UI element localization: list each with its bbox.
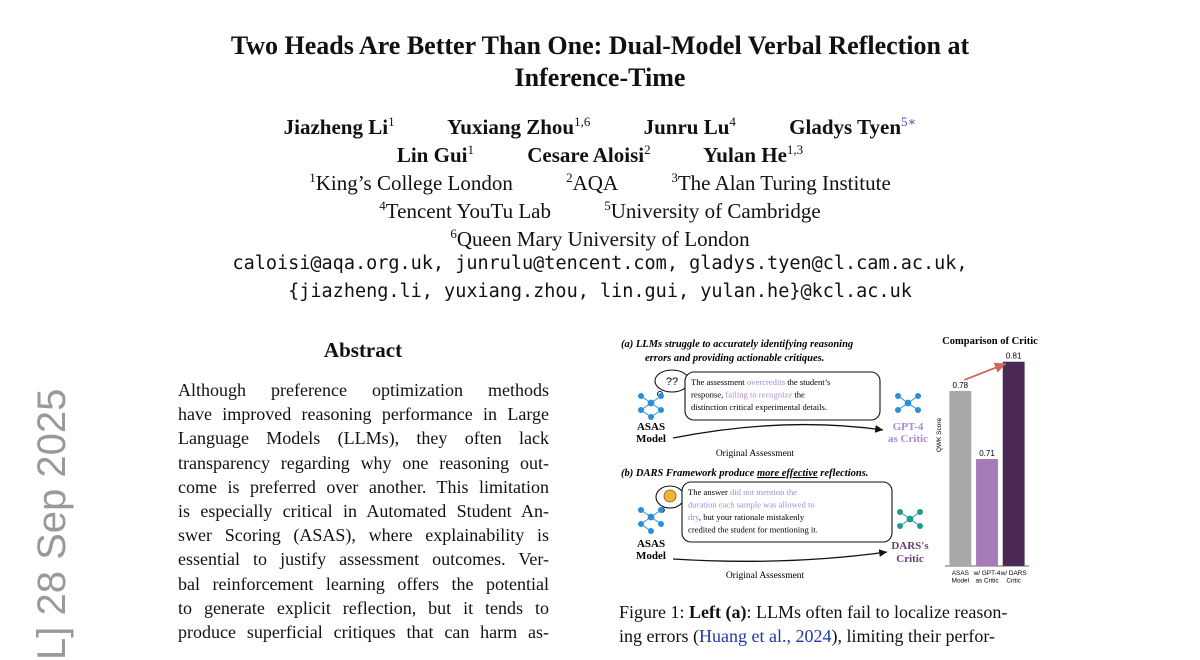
asas-model-b-label-2: Model: [636, 550, 666, 562]
author: Junru Lu$^4$: [643, 114, 736, 139]
gpt4-critic-label-1: GPT-4: [892, 421, 924, 433]
author: Yulan He$^{1,3}$: [703, 142, 804, 167]
abstract-line: produce superficial critiques that can harm as-: [178, 621, 549, 642]
bar-value-label: 0.81: [1005, 351, 1022, 361]
abstract-heading: Abstract: [323, 338, 403, 362]
affiliation: $^2$AQA: [566, 170, 619, 195]
panel-a-title-1: (a) LLMs struggle to accurately identifying reasoning: [621, 339, 854, 350]
abstract-line: have improved reasoning performance in Large: [178, 404, 549, 425]
figure-1: [615, 330, 1045, 588]
panel-a-title-2: errors and providing actionable critiques.: [645, 353, 825, 364]
improvement-arrow: [964, 364, 1005, 380]
abstract-line: is especially critical in Automated Student An-: [178, 500, 549, 521]
emails-line-2: {jiazheng.li, yuxiang.zhou, lin.gui, yulan.he}@kcl.ac.uk: [288, 281, 912, 302]
gpt4-critic-network-icon: [895, 393, 921, 413]
figure-caption: [619, 600, 1059, 648]
bubble-text-line: duration each sample was allowed to: [688, 499, 815, 510]
abstract-line: transparency regarding why one reasoning out-: [178, 452, 549, 473]
abstract-line: come is preferred over another. This limitation: [178, 476, 549, 497]
arxiv-side-text: L] 28 Sep 2025: [30, 388, 74, 660]
assessment-arrow-a: [673, 425, 883, 438]
original-assessment-a: Original Assessment: [715, 449, 795, 459]
affiliation: $^3$The Alan Turing Institute: [671, 170, 891, 195]
x-tick-label: Model: [951, 577, 970, 585]
caption-line-2: ing errors (Huang et al., 2024), limiting their perfor-: [619, 626, 996, 646]
bubble-text-line: distinction critical experimental details.: [691, 402, 828, 412]
x-tick-label: ASAS: [951, 570, 969, 577]
asas-model-a-label-1: ASAS: [636, 421, 666, 433]
abstract-line: Language Models (LLMs), they often lack: [178, 428, 549, 449]
affiliation: $^1$King’s College London: [309, 170, 513, 195]
bar-value-label: 0.78: [952, 380, 969, 390]
author: Yuxiang Zhou$^{1,6}$: [447, 114, 591, 139]
bubble-text-line: response, failing to recognize the: [691, 389, 805, 400]
chart-title: Comparison of Critic: [942, 336, 1038, 347]
caption-line-1: Figure 1: Left (a): LLMs often fail to localize reason-: [619, 602, 1008, 622]
gpt4-critic-label-2: as Critic: [887, 433, 929, 445]
author: Jiazheng Li$^1$: [283, 114, 395, 139]
y-axis-label: QWK Score: [936, 417, 943, 453]
x-tick-label: w/ DARS: [1000, 570, 1027, 577]
bubble-text-line: credited the student for mentioning it.: [688, 524, 818, 535]
abstract-line: to generate explicit reflection, but it tends to: [178, 597, 549, 618]
confusion-mark: ??: [665, 376, 679, 388]
abstract-line: swer Scoring (ASAS), where explainability is: [178, 525, 549, 546]
paper-title: [100, 30, 1100, 94]
asas-model-b-network-icon: [638, 507, 664, 534]
bar-0: [949, 391, 971, 566]
author: Lin Gui$^1$: [396, 142, 474, 167]
x-tick-label: w/ GPT-4: [973, 570, 1001, 577]
bubble-text-line: dry, but your rationale mistakenly: [688, 512, 805, 522]
original-assessment-b: Original Assessment: [725, 571, 805, 581]
abstract-body: [178, 378, 549, 644]
bar-2: [1003, 362, 1025, 566]
arxiv-side-stamp: [22, 388, 74, 660]
bar-1: [976, 459, 998, 566]
x-tick-label: Critic: [1006, 577, 1021, 585]
confused-thought-icon: [655, 370, 689, 397]
bubble-text-line: The answer did not mention the: [688, 487, 798, 497]
author: Cesare Aloisi$^2$: [527, 142, 651, 167]
critic-comparison-chart: [936, 336, 1038, 585]
dars-critic-network-icon: [897, 509, 923, 529]
affiliation: $^6$Queen Mary University of London: [450, 226, 750, 251]
affiliation: $^4$Tencent YouTu Lab: [379, 198, 551, 223]
asas-model-a-label-2: Model: [636, 433, 666, 445]
abstract-line: bal reinforcement learning offers the potential: [178, 573, 549, 594]
affiliation: $^5$University of Cambridge: [604, 198, 821, 223]
asas-model-b-label-1: ASAS: [636, 538, 666, 550]
title-line-1: Two Heads Are Better Than One: Dual-Model Verbal Reflection at: [230, 31, 970, 60]
assessment-arrow-b: [673, 552, 887, 561]
bar-value-label: 0.71: [979, 449, 995, 458]
emails-line-1: caloisi@aqa.org.uk, junrulu@tencent.com, gladys.tyen@cl.cam.ac.uk,: [232, 253, 968, 274]
author: Gladys Tyen$^{5∗}$: [789, 114, 917, 139]
affiliations-line-3: [100, 220, 1100, 253]
panel-b-title: (b) DARS Framework produce more effective reflections.: [621, 468, 869, 479]
dars-critic-label-1: DARS's: [891, 540, 929, 552]
dars-critic-label-2: Critic: [896, 553, 924, 565]
asas-model-a-network-icon: [638, 393, 664, 420]
bubble-text-line: The assessment overcredits the student’s: [691, 377, 831, 387]
abstract-line: Although preference optimization methods: [178, 380, 549, 400]
x-tick-label: as Critic: [975, 577, 999, 585]
citation-link[interactable]: Huang et al., 2024: [698, 626, 832, 646]
title-line-2: Inference-Time: [514, 63, 686, 92]
abstract-line: essential to justify assessment outcomes. Ver-: [178, 549, 549, 570]
